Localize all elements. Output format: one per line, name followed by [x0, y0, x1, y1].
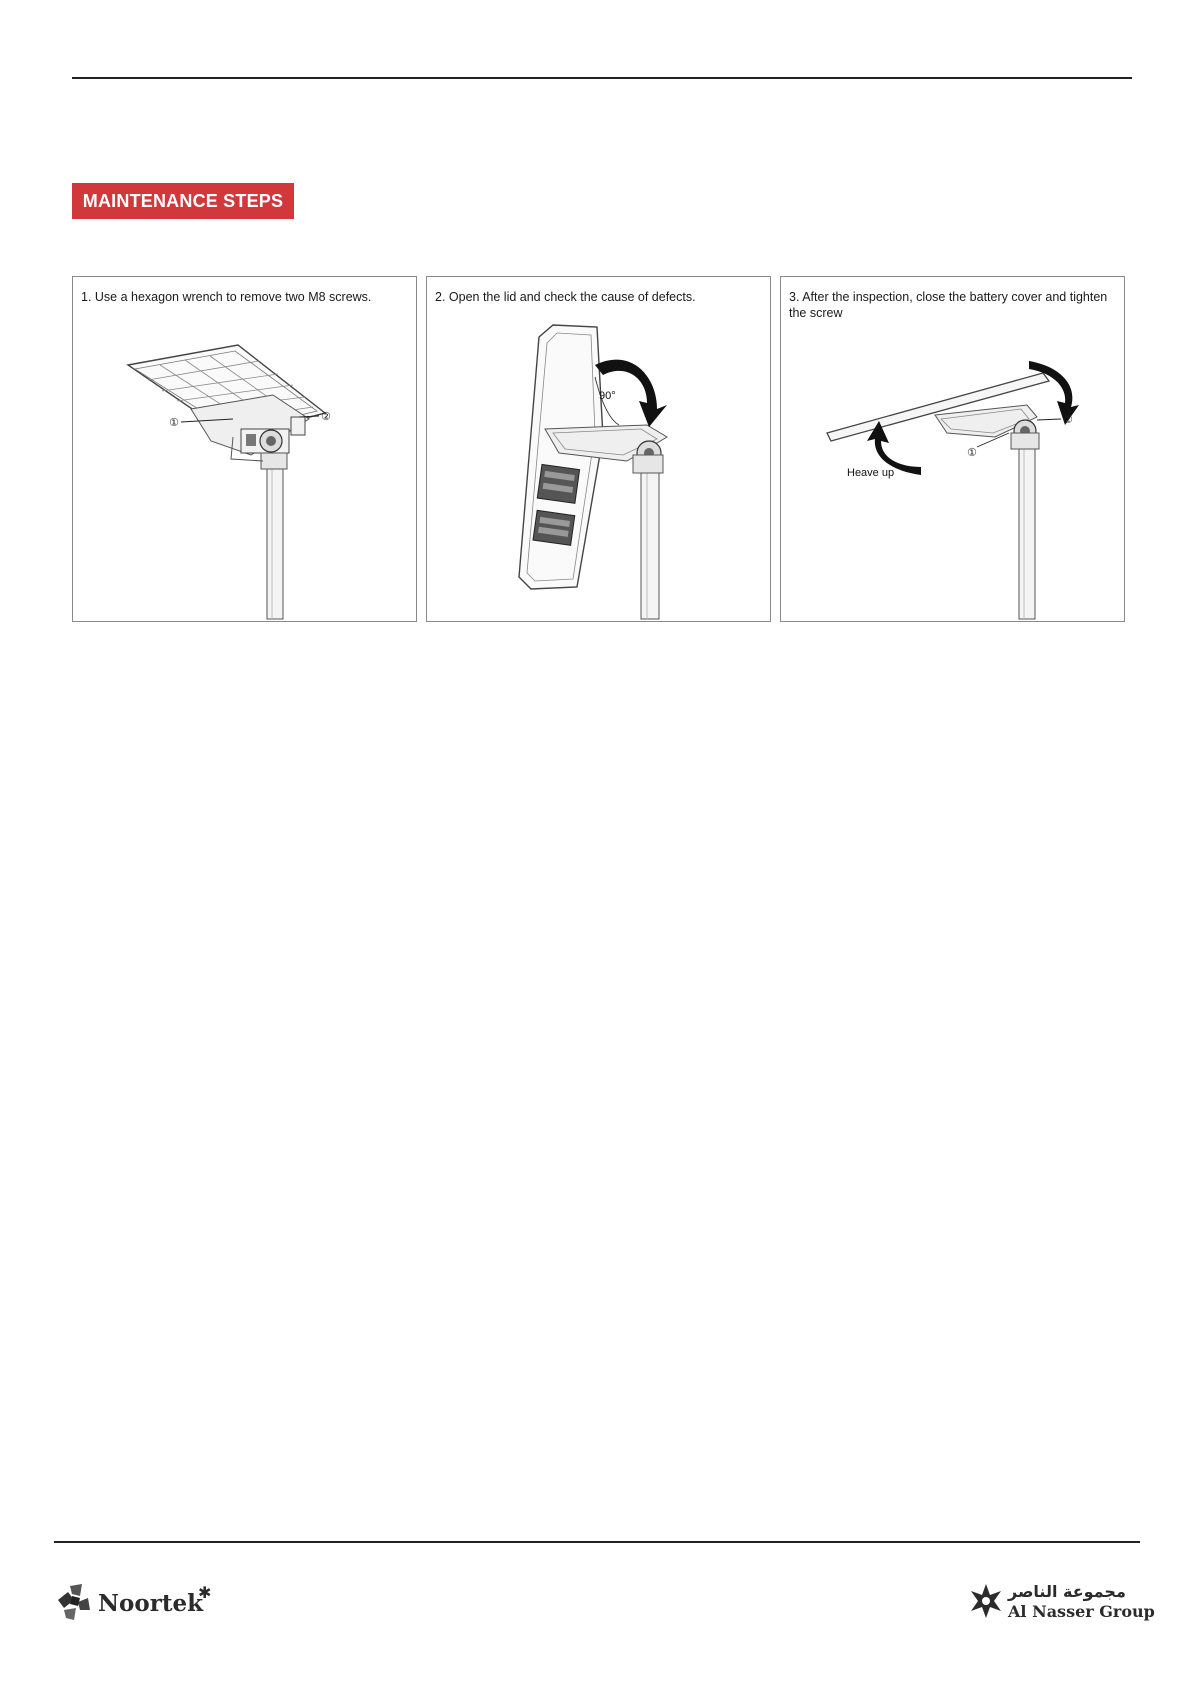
al-nasser-wordmark: Al Nasser Group	[1008, 1602, 1155, 1621]
step-panel-3	[780, 276, 1125, 622]
noortek-mark-icon	[58, 1584, 90, 1620]
step-3-note: Heave up	[847, 467, 895, 479]
asterisk-icon: ✱	[198, 1583, 212, 1602]
step-1-callout-1: ①	[169, 416, 179, 429]
step-1-illustration	[73, 277, 418, 623]
step-2-illustration	[427, 277, 772, 623]
step-3-callout-2: ②	[1063, 413, 1073, 426]
step-3-callout-1: ①	[967, 446, 977, 459]
noortek-wordmark: Noortek	[98, 1590, 204, 1617]
footer-rule	[54, 1541, 1140, 1543]
step-3-illustration	[781, 277, 1126, 623]
step-panel-2	[426, 276, 771, 622]
section-heading: MAINTENANCE STEPS	[72, 183, 294, 219]
step-3-caption: 3. After the inspection, close the battery cover and tighten the screw	[789, 290, 1108, 320]
al-nasser-group-logo	[968, 1580, 1155, 1622]
step-1-caption: 1. Use a hexagon wrench to remove two M8 screws.	[81, 290, 372, 304]
al-nasser-arabic: مجموعة الناصر	[1008, 1582, 1126, 1601]
top-rule	[72, 77, 1132, 79]
step-1-callout-2: ②	[321, 410, 331, 423]
step-panel-1	[72, 276, 417, 622]
noortek-logo	[54, 1580, 224, 1622]
step-2-angle-label: 90°	[599, 390, 616, 402]
al-nasser-star-icon	[971, 1584, 1001, 1618]
step-2-caption: 2. Open the lid and check the cause of defects.	[435, 290, 696, 304]
